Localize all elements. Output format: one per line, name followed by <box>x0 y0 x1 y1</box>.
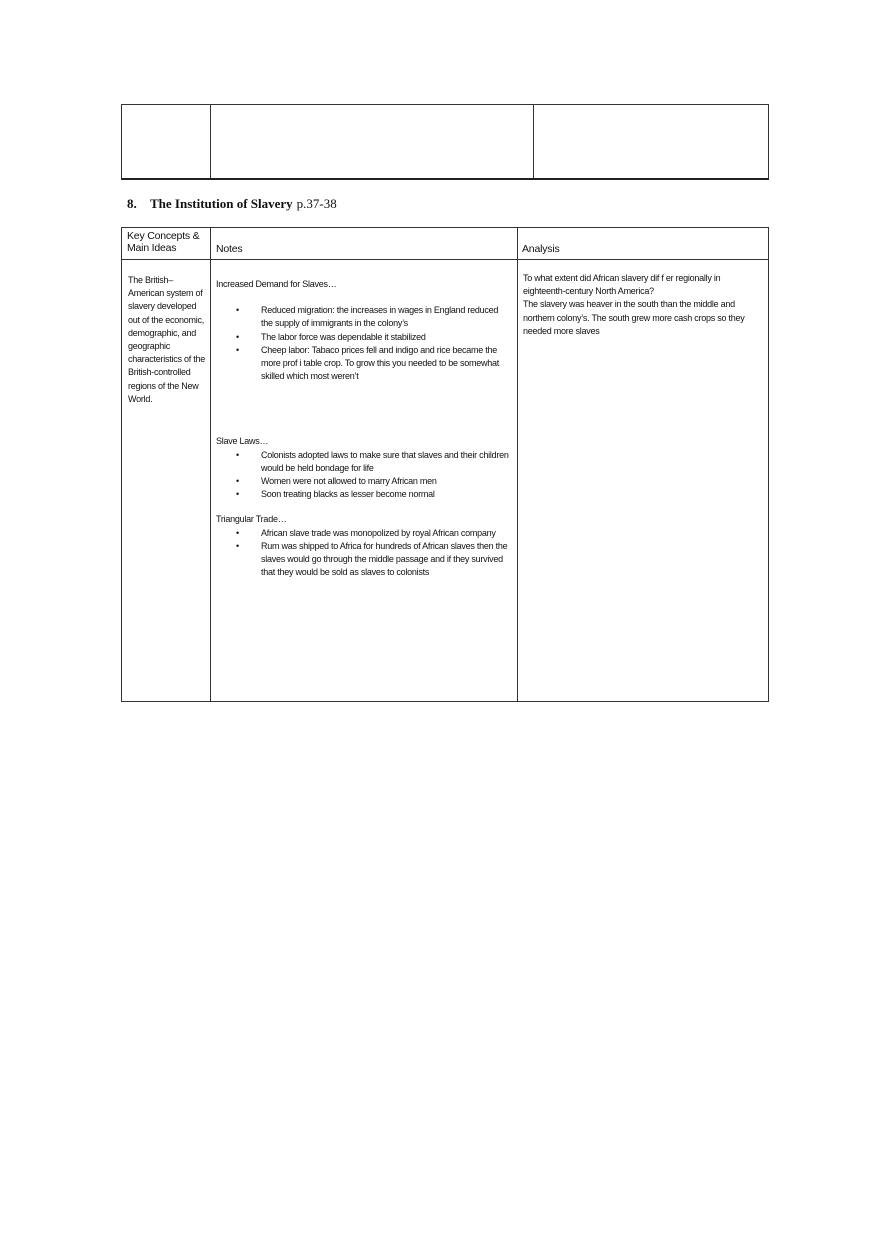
analysis-question: To what extent did African slavery dif f er regionally in eighteenth-century North America? <box>523 273 721 297</box>
table-column-divider <box>533 105 534 178</box>
list-item <box>216 527 512 540</box>
table-column-divider <box>210 228 211 701</box>
key-concepts-text: The British–American system of slavery developed out of the economic, demographic, and geographic characteristics of the British-controlled regions of the New World. <box>128 275 206 404</box>
notes-group-heading: Slave Laws… <box>216 436 269 447</box>
list-item-text: African slave trade was monopolized by royal African company <box>261 527 496 538</box>
notes-group-slave-laws <box>216 435 512 501</box>
notes-group-heading: Triangular Trade… <box>216 514 287 525</box>
bullet-icon: • <box>236 344 239 355</box>
bullet-icon: • <box>236 331 239 342</box>
list-item-text: Reduced migration: the increases in wages in England reduced the supply of immigrants in the colony’s <box>261 305 499 329</box>
list-item <box>216 331 512 344</box>
list-item <box>216 488 512 501</box>
analysis-answer: The slavery was heaver in the south than the middle and northern colony’s. The south grew more cash crops so they needed more slaves <box>523 299 745 336</box>
section-heading <box>127 196 337 212</box>
section-pages: p.37-38 <box>296 196 337 211</box>
header-analysis: Analysis <box>522 243 560 255</box>
section-number: 8. <box>127 196 137 211</box>
notes-group-heading: Increased Demand for Slaves… <box>216 279 337 289</box>
list-item <box>216 540 512 580</box>
previous-section-table <box>121 104 769 180</box>
notes-group-triangular-trade <box>216 513 512 579</box>
list-item <box>216 475 512 488</box>
analysis-cell <box>523 272 763 338</box>
notes-list <box>216 527 512 580</box>
list-item <box>216 449 512 475</box>
list-item-text: Cheep labor: Tabaco prices fell and indigo and rice became the more prof i table crop. To grow this you needed to be somewhat skilled which most weren’t <box>261 344 499 382</box>
table-column-divider <box>517 228 518 701</box>
section-title: The Institution of Slavery <box>150 196 293 211</box>
list-item-text: The labor force was dependable it stabilized <box>261 331 426 342</box>
list-item-text: Women were not allowed to marry African men <box>261 476 437 487</box>
table-header-divider <box>122 259 768 260</box>
notes-list <box>216 304 512 383</box>
notes-list <box>216 449 512 502</box>
bullet-icon: • <box>236 489 239 500</box>
notes-group-demand <box>216 278 512 383</box>
list-item-text: Rum was shipped to Africa for hundreds of African slaves then the slaves would go through the middle passage and if they survived that they would be sold as slaves to colonists <box>261 540 508 578</box>
bullet-icon: • <box>236 305 239 316</box>
list-item <box>216 304 512 330</box>
notes-table <box>121 227 769 702</box>
bullet-icon: • <box>236 476 239 487</box>
bullet-icon: • <box>236 449 239 460</box>
list-item <box>216 344 512 384</box>
notes-cell <box>216 278 512 579</box>
bullet-icon: • <box>236 527 239 538</box>
table-column-divider <box>210 105 211 178</box>
bullet-icon: • <box>236 540 239 551</box>
list-item-text: Soon treating blacks as lesser become normal <box>261 489 435 500</box>
header-notes: Notes <box>216 243 243 255</box>
header-key-concepts: Key Concepts & Main Ideas <box>127 230 200 254</box>
list-item-text: Colonists adopted laws to make sure that slaves and their children would be held bondage for life <box>261 449 509 473</box>
